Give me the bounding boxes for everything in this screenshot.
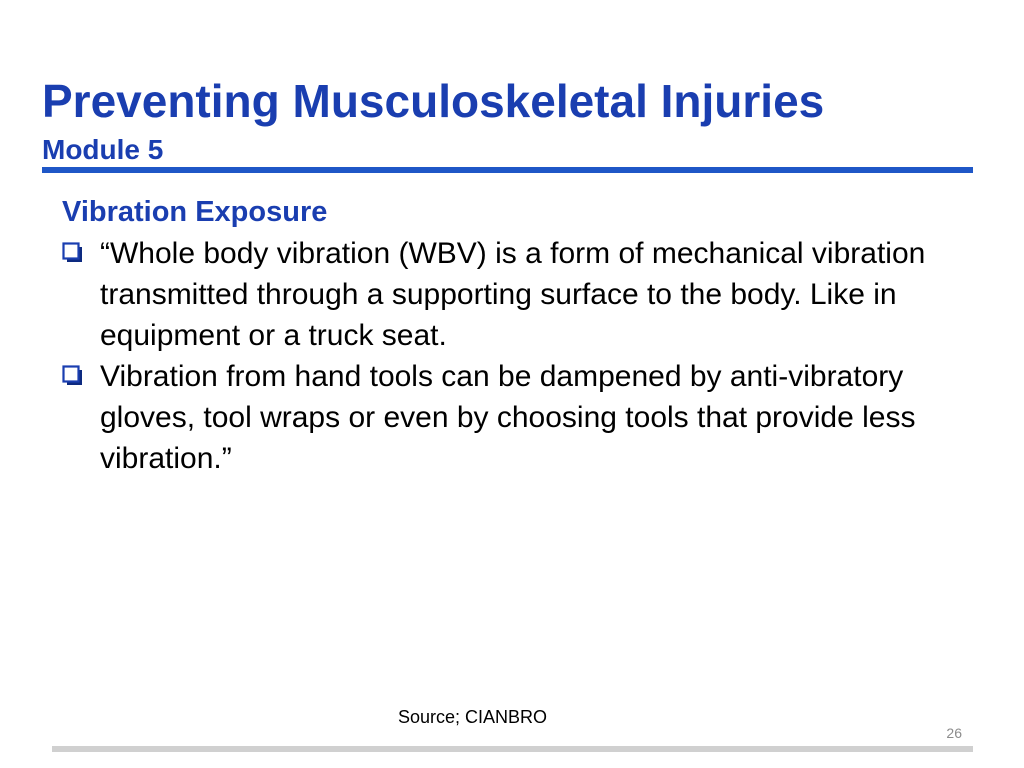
title-divider: [42, 167, 973, 173]
bullet-item: [62, 356, 962, 479]
bullet-item: [62, 233, 962, 356]
bullet-text: Vibration from hand tools can be dampened by anti-vibratory gloves, tool wraps or even by choosing tools that provide less vibration.”: [100, 360, 916, 475]
page-number: 26: [946, 725, 962, 741]
section-heading: Vibration Exposure: [62, 196, 328, 228]
source-citation: Source; CIANBRO: [398, 707, 548, 727]
bullet-text: “Whole body vibration (WBV) is a form of mechanical vibration transmitted through a supporting surface to the body. Like in equipment or a truck seat.: [100, 237, 926, 352]
slide-subtitle: Module 5: [42, 134, 164, 165]
bullet-list: [62, 233, 962, 479]
slide-title: Preventing Musculoskeletal Injuries: [42, 75, 825, 127]
footer-divider: [52, 746, 973, 752]
checkbox-icon: [62, 365, 83, 386]
checkbox-icon: [62, 242, 83, 263]
